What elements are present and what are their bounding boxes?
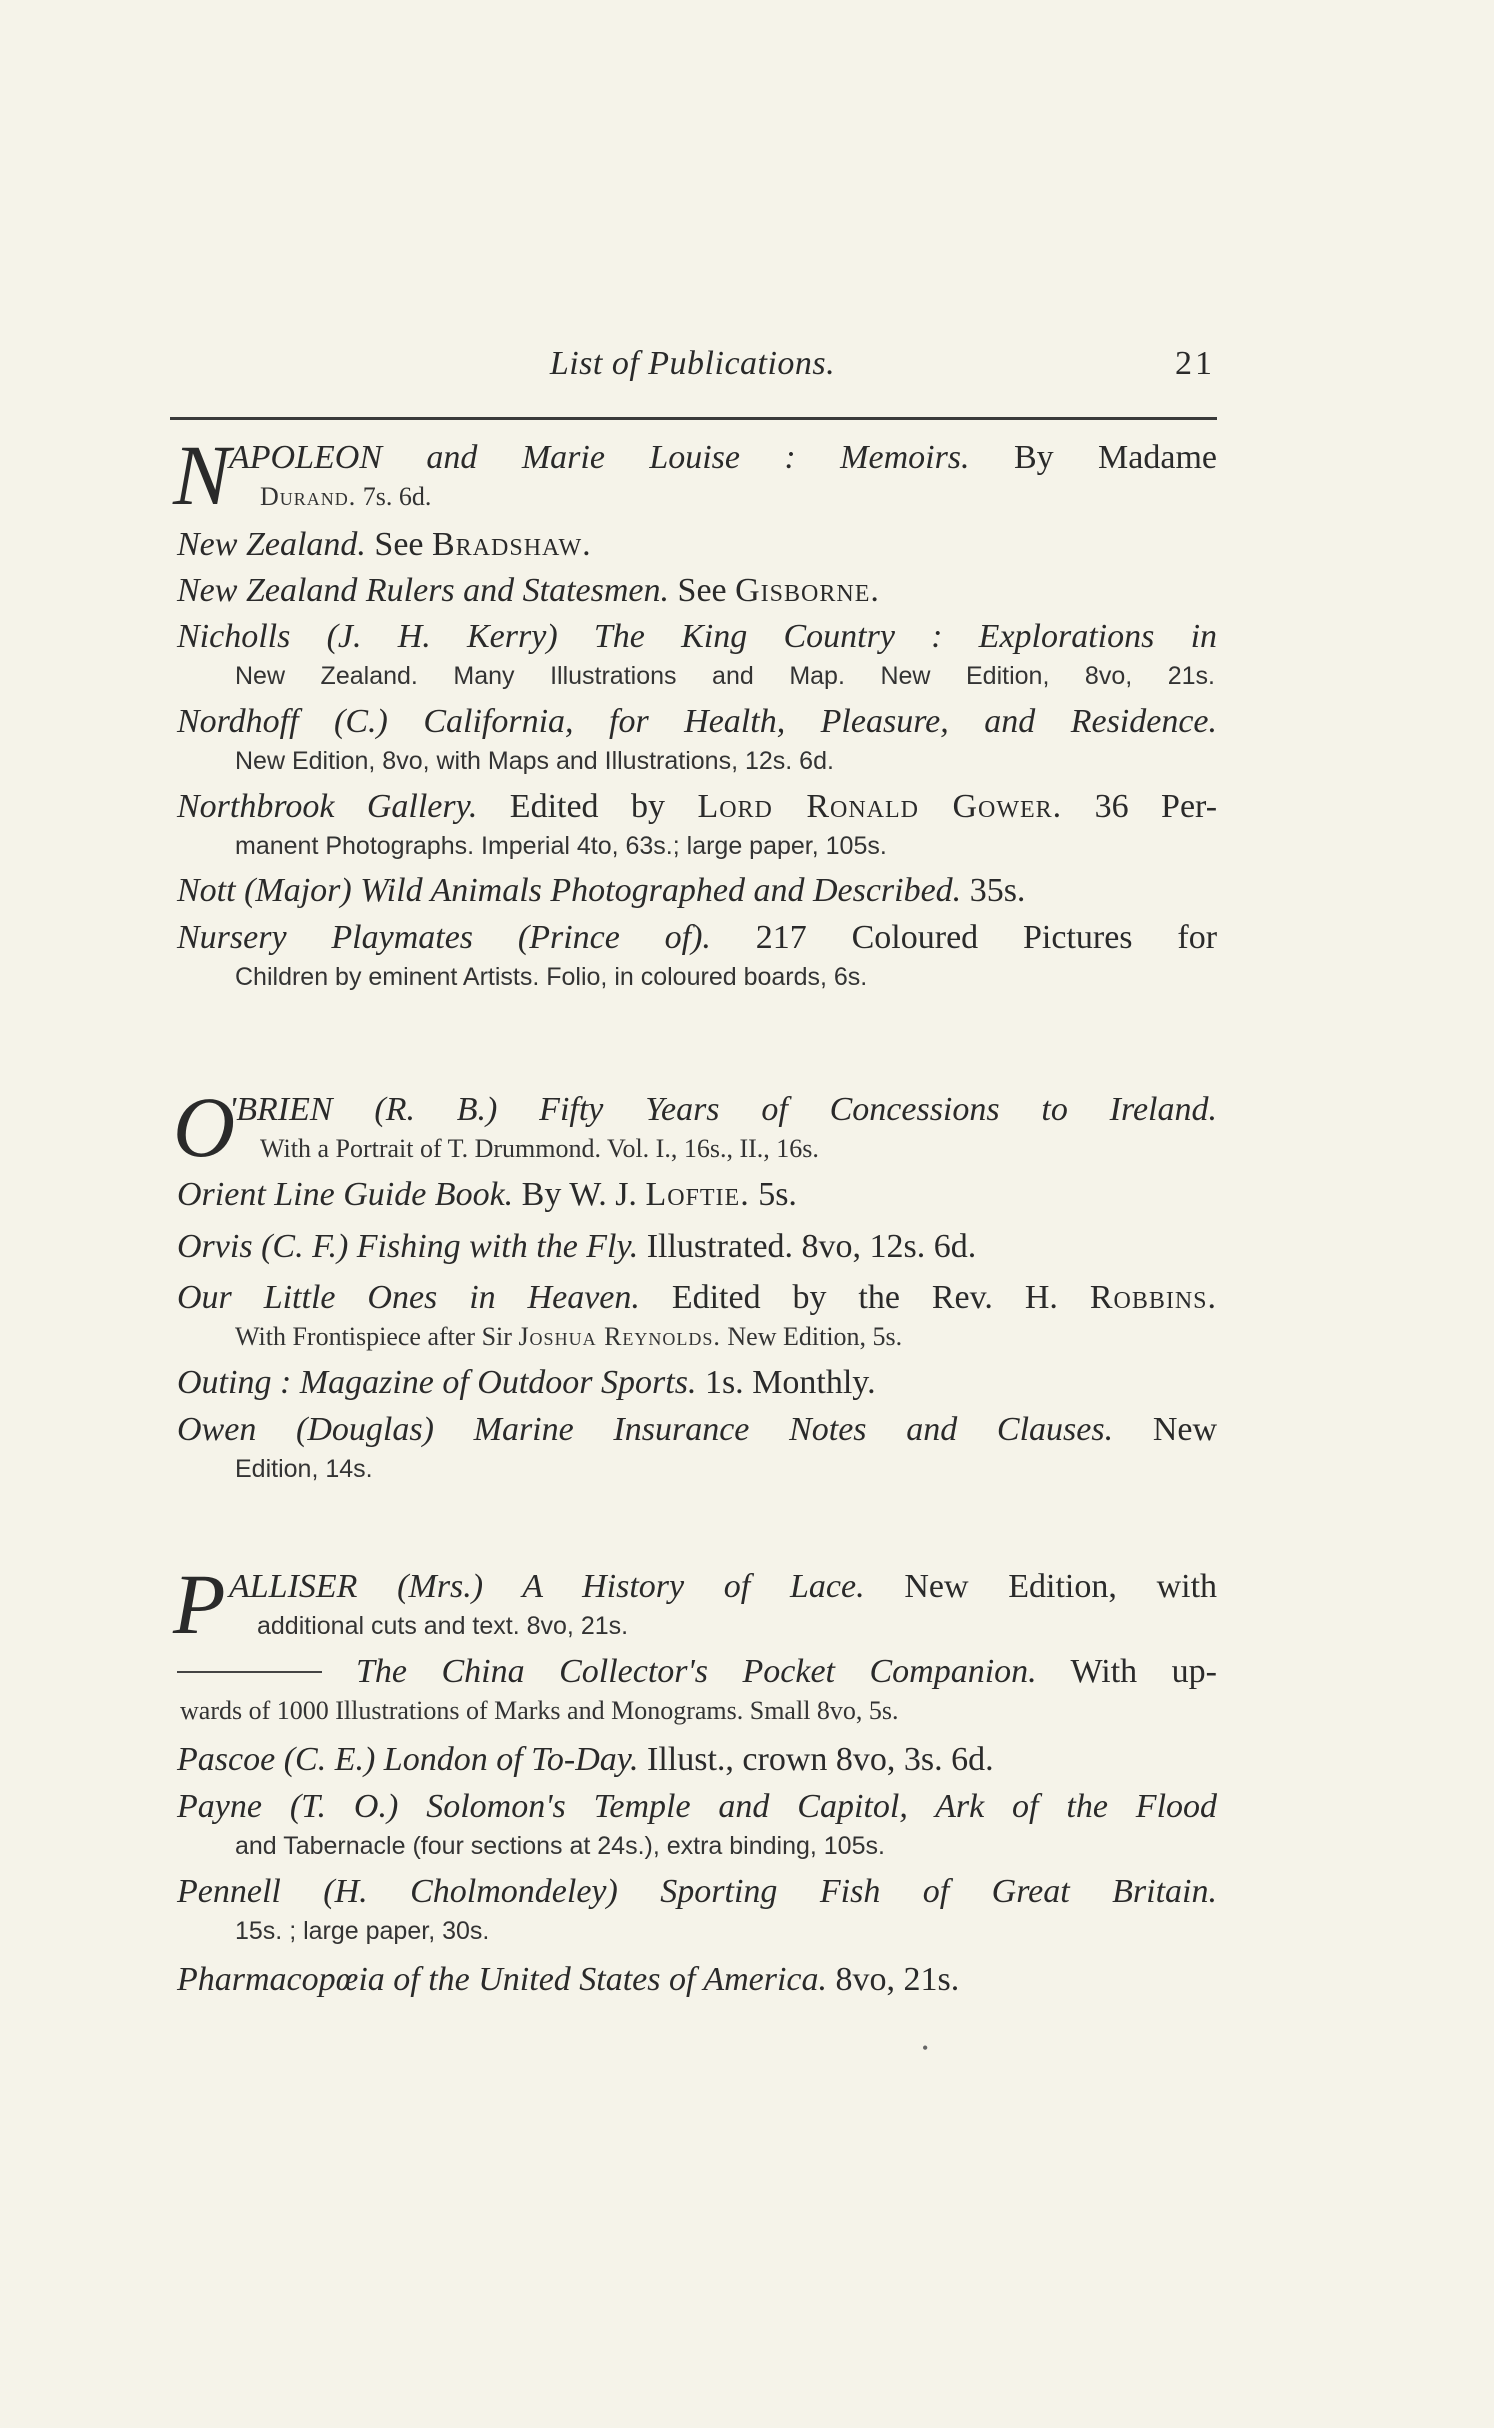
entry-see: See (677, 572, 727, 609)
entry-detail: With a Portrait of T. Drummond. Vol. I., 16s., II., 16s. (260, 1134, 819, 1163)
entry-detail (235, 1320, 1217, 1354)
entry-line (229, 1088, 1217, 1132)
running-title: List of Publications. (549, 345, 836, 382)
entry-detail: wards of 1000 Illustrations of Marks and Monograms. Small 8vo, 5s. (180, 1696, 899, 1725)
entry-author-detail: (T. O.) (289, 1788, 399, 1825)
entry-line (177, 1276, 1217, 1320)
entry-title: Sporting Fish of Great Britain. (660, 1873, 1217, 1910)
entry-line (177, 569, 1217, 613)
entry-title: Nursery Playmates (177, 919, 474, 956)
entry-title: California, for Health, Pleasure, and Residence. (423, 703, 1218, 740)
entry-edited-by: Edited by (509, 788, 665, 825)
entry-desc: 8vo, 21s. (835, 1961, 960, 1998)
entry-obrien (173, 1079, 1217, 1175)
entry-desc: New Edition, with (904, 1568, 1218, 1605)
entry-desc: Illustrated. 8vo, 12s. 6d. (646, 1228, 977, 1265)
entry-by: By W. J. (521, 1176, 637, 1213)
page-number: 21 (1175, 345, 1215, 382)
entry-line (177, 1361, 1217, 1405)
entry-title: 'BRIEN (R. B.) Fifty Years of Concessions to Ireland. (229, 1091, 1217, 1128)
entry-editor: Robbins. (1089, 1279, 1218, 1316)
entry-author: Durand. (260, 482, 357, 511)
entry-author-detail: (Major) (244, 872, 352, 909)
entry-northbrook (177, 785, 1217, 863)
entry-nicholls (177, 615, 1217, 693)
entry-count: 36 Per- (1094, 788, 1218, 825)
entry-author: Nott (177, 872, 236, 909)
entry-line (177, 1408, 1217, 1452)
entry-price: 35s. (969, 872, 1026, 909)
entry-title: The King Country : Explorations in (593, 618, 1218, 655)
entry-napoleon (173, 427, 1218, 523)
entry-china-collector (177, 1650, 1217, 1728)
entry-title: Solomon's Temple and Capitol, Ark of the Flood (426, 1788, 1218, 1825)
entry-line (177, 1958, 1217, 2002)
entry-price: 1s. (704, 1364, 744, 1401)
running-head (170, 345, 1215, 389)
entry-pharmacopoeia (177, 1958, 1217, 2002)
entry-payne (177, 1785, 1217, 1863)
entry-title: Orient Line Guide Book. (177, 1176, 514, 1213)
entry-nursery (177, 916, 1217, 994)
entry-line (177, 869, 1217, 913)
detail-start: With Frontispiece after Sir (235, 1322, 512, 1351)
entry-by: By Madame (1013, 439, 1218, 476)
entry-author-detail: (H. Cholmondeley) (323, 1873, 618, 1910)
entry-title: ALLISER (Mrs.) A History of Lace. (229, 1568, 865, 1605)
stray-mark: • (922, 2038, 929, 2058)
entry-reference: Bradshaw. (432, 526, 592, 563)
ditto-dash (177, 1671, 322, 1673)
detail-name: Joshua Reynolds. (518, 1322, 721, 1351)
entry-line (229, 1565, 1217, 1609)
entry-author-detail: (C. F.) (261, 1228, 349, 1265)
entry-detail: and Tabernacle (four sections at 24s.), extra binding, 105s. (235, 1832, 885, 1860)
entry-author-detail: (Douglas) (296, 1411, 434, 1448)
entry-title: Northbrook Gallery. (177, 788, 478, 825)
entry-line (229, 436, 1217, 480)
entry-line (177, 1173, 1217, 1217)
entry-price: 7s. 6d. (362, 482, 432, 511)
entry-title: APOLEON and Marie Louise : Memoirs. (229, 439, 970, 476)
entry-title: Fishing with the Fly. (356, 1228, 639, 1265)
entry-author-detail: (C. E.) (283, 1741, 376, 1778)
entry-author: Nicholls (177, 618, 291, 655)
entry-title: Our Little Ones in Heaven. (177, 1279, 640, 1316)
entry-author: Orvis (177, 1228, 253, 1265)
entry-pennell (177, 1870, 1217, 1948)
entry-detail (260, 480, 1217, 514)
entry-line (177, 615, 1217, 659)
entry-author-detail: (Prince of). (517, 919, 711, 956)
entry-line (177, 1870, 1217, 1914)
entry-detail: Edition, 14s. (235, 1455, 373, 1483)
entry-nordhoff (177, 700, 1217, 778)
entry-author: Pascoe (177, 1741, 276, 1778)
entry-author: Payne (177, 1788, 262, 1825)
entry-line (177, 785, 1217, 829)
entry-title: Wild Animals Photographed and Described. (360, 872, 962, 909)
entry-line (177, 1738, 1217, 1782)
entry-title: London of To-Day. (383, 1741, 639, 1778)
entry-author: Owen (177, 1411, 257, 1448)
entry-detail: New Zealand. Many Illustrations and Map. New Edition, 8vo, 21s. (235, 662, 1215, 690)
entry-detail: 15s. ; large paper, 30s. (235, 1917, 490, 1945)
header-rule (170, 417, 1217, 420)
entry-desc: 217 Coloured Pictures for (755, 919, 1218, 956)
dropcap-n: N (173, 427, 231, 523)
entry-pascoe (177, 1738, 1217, 1782)
entry-line (177, 1785, 1217, 1829)
entry-author: Pennell (177, 1873, 281, 1910)
entry-edited-by: Edited by the Rev. H. (671, 1279, 1058, 1316)
entry-title: The China Collector's Pocket Companion. (356, 1653, 1037, 1690)
entry-editor: Lord Ronald Gower. (697, 788, 1063, 825)
entry-title: Outing : Magazine of Outdoor Sports. (177, 1364, 697, 1401)
entry-line (177, 523, 1217, 567)
entry-title: Marine Insurance Notes and Clauses. (473, 1411, 1114, 1448)
entry-nz-rulers (177, 569, 1217, 613)
entry-detail: New Edition, 8vo, with Maps and Illustrations, 12s. 6d. (235, 747, 834, 775)
entry-author: Nordhoff (177, 703, 299, 740)
entry-detail: Children by eminent Artists. Folio, in coloured boards, 6s. (235, 963, 868, 991)
entry-desc: New (1152, 1411, 1218, 1448)
entry-nott (177, 869, 1217, 913)
entry-orient (177, 1173, 1217, 1217)
entry-our-little-ones (177, 1276, 1217, 1354)
entry-reference: Gisborne. (735, 572, 880, 609)
entry-author: Loftie. (645, 1176, 750, 1213)
entry-outing (177, 1361, 1217, 1405)
entry-author-detail: (J. H. Kerry) (326, 618, 558, 655)
entry-title: New Zealand. (177, 526, 366, 563)
entry-line (177, 1650, 1217, 1694)
entry-title: New Zealand Rulers and Statesmen. (177, 572, 670, 609)
entry-desc: With up- (1070, 1653, 1217, 1690)
entry-detail: manent Photographs. Imperial 4to, 63s.; large paper, 105s. (235, 832, 887, 860)
entry-line (177, 1225, 1217, 1269)
entry-author-detail: (C.) (334, 703, 388, 740)
entry-line (177, 916, 1217, 960)
entry-see: See (374, 526, 424, 563)
detail-end: New Edition, 5s. (727, 1322, 903, 1351)
entry-orvis (177, 1225, 1217, 1269)
entry-desc: Illust., crown 8vo, 3s. 6d. (647, 1741, 994, 1778)
entry-frequency: Monthly. (752, 1364, 876, 1401)
entry-detail: additional cuts and text. 8vo, 21s. (257, 1612, 629, 1640)
entry-owen (177, 1408, 1217, 1486)
dropcap-p: P (173, 1556, 226, 1652)
entry-palliser (173, 1556, 1218, 1652)
entry-price: 5s. (758, 1176, 797, 1213)
dropcap-o: O (173, 1079, 236, 1175)
entry-title: Pharmacopœia of the United States of America. (177, 1961, 828, 1998)
entry-new-zealand (177, 523, 1217, 567)
entry-line (177, 700, 1217, 744)
